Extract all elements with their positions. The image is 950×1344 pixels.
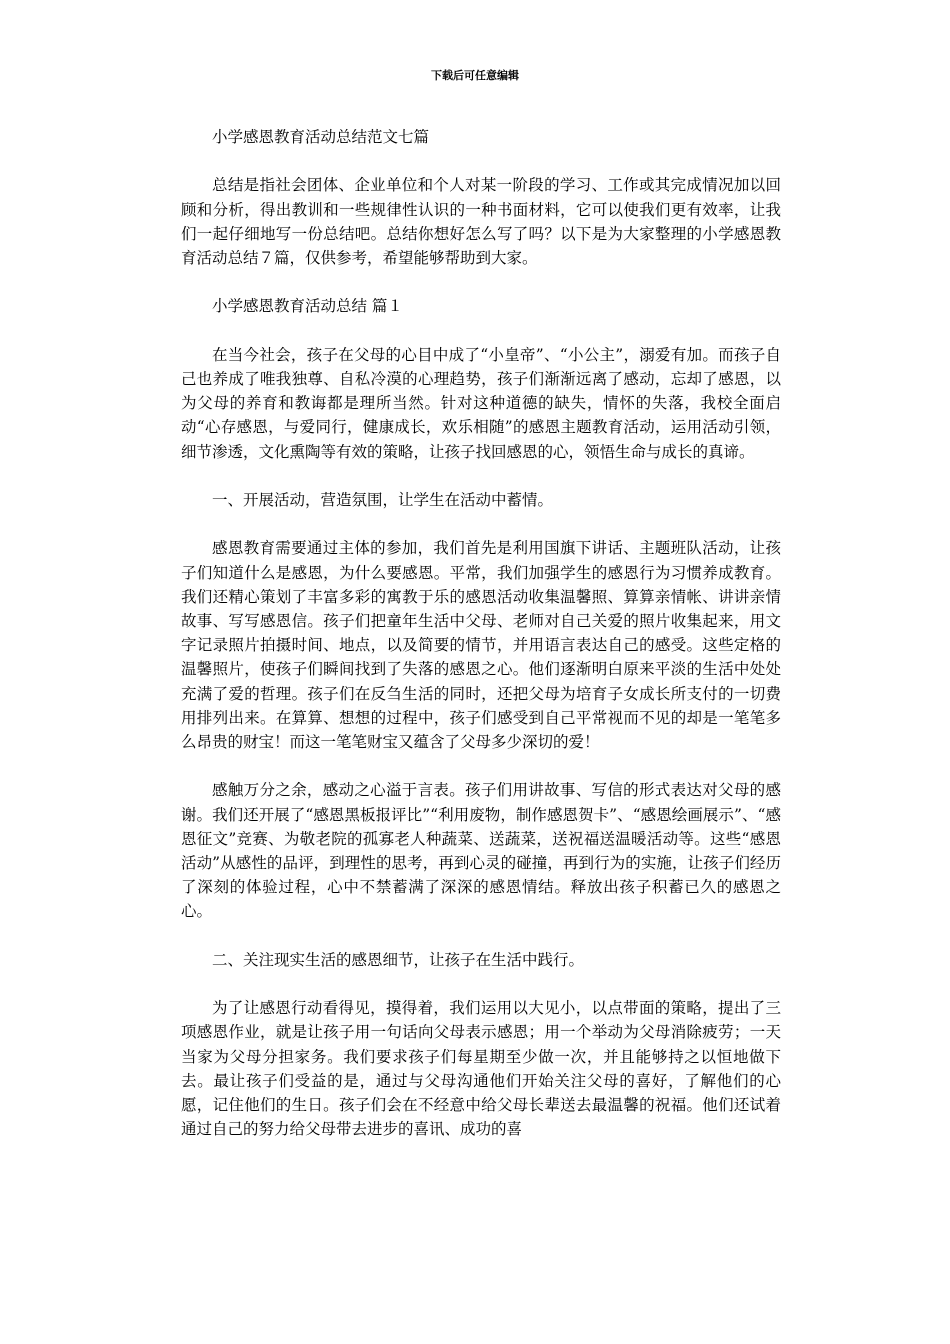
intro-paragraph: 总结是指社会团体、企业单位和个人对某一阶段的学习、工作或其完成情况加以回顾和分析，得出教训和一些规律性认识的一种书面材料，它可以使我们更有效率，让我们一起仔细地写一份总结吧。总结你想好怎么写了吗？以下是为大家整理的小学感恩教育活动总结７篇，仅供参考，希望能够帮助到大家。	[181, 176, 781, 267]
section-title: 小学感恩教育活动总结 篇１	[212, 297, 403, 316]
paragraph-4: 为了让感恩行动看得见，摸得着，我们运用以大见小，以点带面的策略，提出了三项感恩作业，就是让孩子用一句话向父母表示感恩；用一个举动为父母消除疲劳；一天当家为父母分担家务。我们要求孩子们每星期至少做一次，并且能够持之以恒地做下去。最让孩子们受益的是，通过与父母沟通他们开始关注父母的喜好，了解他们的心愿，记住他们的生日。孩子们会在不经意中给父母长辈送去最温馨的祝福。他们还试着通过自己的努力给父母带去进步的喜讯、成功的喜	[181, 999, 781, 1139]
spacer	[181, 319, 781, 343]
spacer	[181, 270, 781, 294]
heading-2: 二、关注现实生活的感恩细节，让孩子在生活中践行。	[212, 950, 585, 969]
spacer	[181, 512, 781, 536]
spacer	[181, 972, 781, 996]
document-body	[181, 125, 781, 1141]
spacer	[181, 149, 781, 173]
spacer	[181, 924, 781, 948]
heading-1: 一、开展活动，营造氛围，让学生在活动中蓄情。	[212, 490, 554, 509]
spacer	[181, 464, 781, 488]
header-note: 下载后可任意编辑	[431, 69, 519, 82]
paragraph-1: 在当今社会，孩子在父母的心目中成了“小皇帝”、“小公主”，溺爱有加。而孩子自己也养成了唯我独尊、自私冷漠的心理趋势，孩子们渐渐远离了感动，忘却了感恩，以为父母的养育和教诲都是理所当然。针对这种道德的缺失，情怀的失落，我校全面启动“心存感恩，与爱同行，健康成长，欢乐相随”的感恩主题教育活动，运用活动引领，细节渗透，文化熏陶等有效的策略，让孩子找回感恩的心，领悟生命与成长的真谛。	[181, 345, 781, 461]
paragraph-2: 感恩教育需要通过主体的参加，我们首先是利用国旗下讲话、主题班队活动，让孩子们知道什么是感恩，为什么要感恩。平常，我们加强学生的感恩行为习惯养成教育。我们还精心策划了丰富多彩的寓教于乐的感恩活动收集温馨照、算算亲情帐、讲讲亲情故事、写写感恩信。孩子们把童年生活中父母、老师对自己关爱的照片收集起来，用文字记录照片拍摄时间、地点，以及简要的情节，并用语言表达自己的感受。这些定格的温馨照片，使孩子们瞬间找到了失落的感恩之心。他们逐渐明白原来平淡的生活中处处充满了爱的哲理。孩子们在反刍生活的同时，还把父母为培育子女成长所支付的一切费用排列出来。在算算、想想的过程中，孩子们感受到自己平常视而不见的却是一笔笔多么昂贵的财宝！而这一笔笔财宝又蕴含了父母多少深切的爱！	[181, 539, 781, 751]
paragraph-3: 感触万分之余，感动之心溢于言表。孩子们用讲故事、写信的形式表达对父母的感谢。我们还开展了“感恩黑板报评比”“利用废物，制作感恩贺卡”、“感恩绘画展示”、“感恩征文”竞赛、为敬老院的孤寡老人种蔬菜、送蔬菜，送祝福送温暖活动等。这些“感恩活动”从感性的品评，到理性的思考，再到心灵的碰撞，再到行为的实施，让孩子们经历了深刻的体验过程，心中不禁蓄满了深深的感恩情结。释放出孩子积蓄已久的感恩之心。	[181, 781, 781, 921]
spacer	[181, 754, 781, 778]
document-title: 小学感恩教育活动总结范文七篇	[212, 128, 430, 146]
